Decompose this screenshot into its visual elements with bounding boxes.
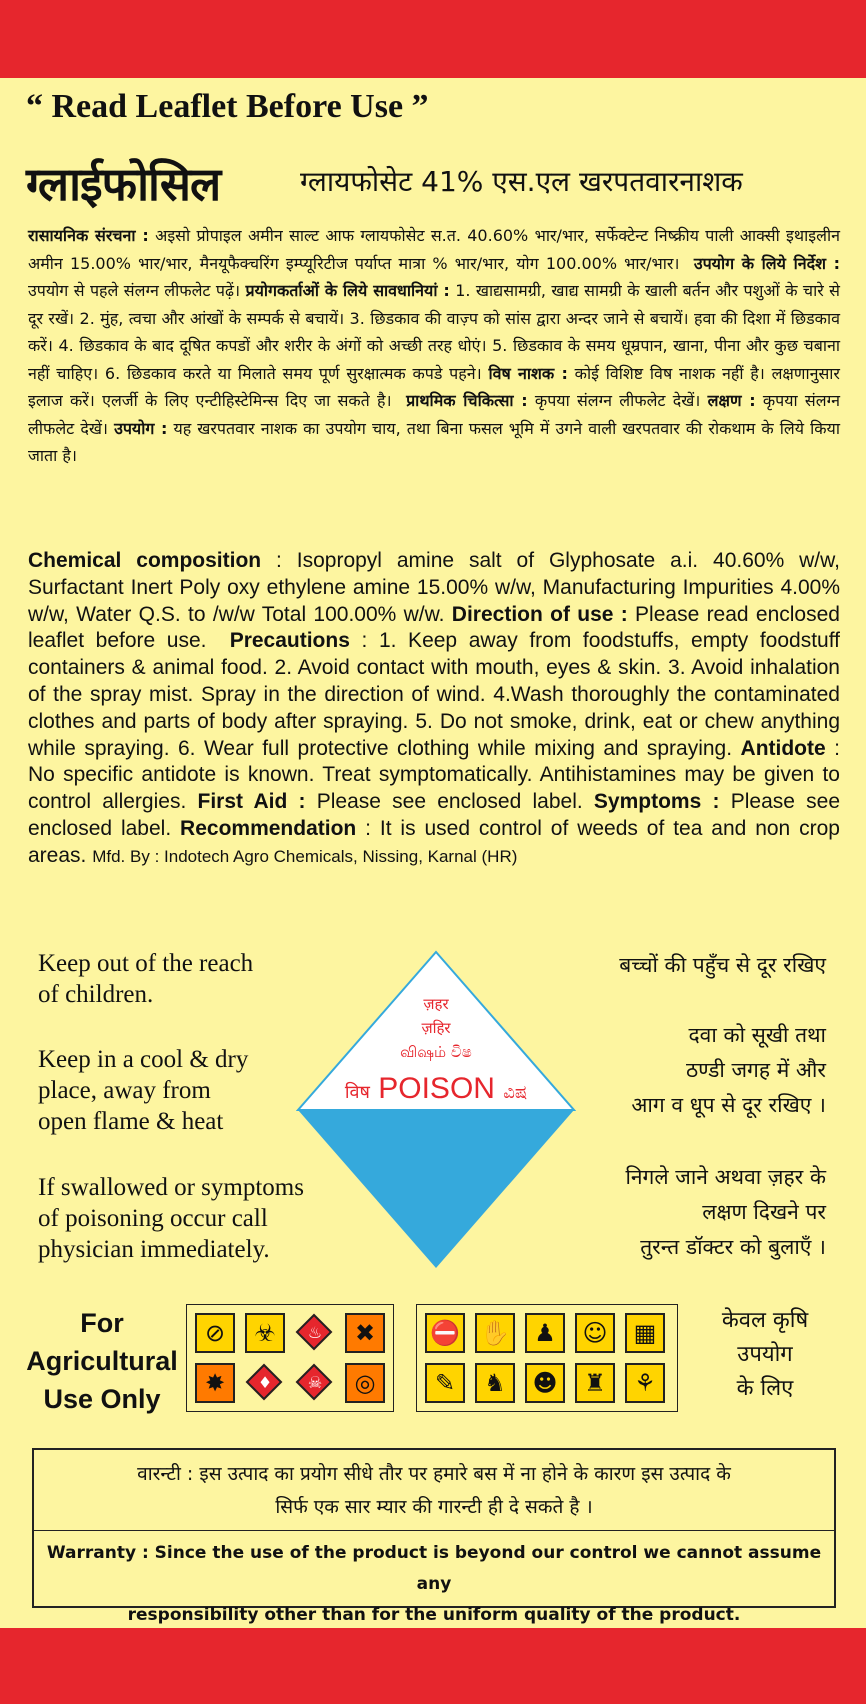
en-antidote-text: : No specific antidote is known. Treat symptomatically. Antihistamines may be given to control allergies. [28, 736, 840, 814]
hindi-symptoms-label: लक्षण : [707, 391, 756, 410]
warranty-en-line: Warranty : Since the use of the product is beyond our control we cannot assume any [46, 1543, 822, 1594]
care-hi-line: बच्चों की पहुँच से दूर रखिए [619, 953, 826, 977]
hindi-antidote-text: कोई विशिष्ट विष नाशक नहीं है। लक्षणानुसार इलाज करें। एलर्जी के लिए एन्टीहिस्टेमिन्स दिए जा सकते है। [28, 363, 840, 410]
boots-icon: ♟ [525, 1313, 565, 1353]
poison-hi-prefix: विष [344, 1082, 370, 1103]
bottom-red-band [0, 1628, 866, 1704]
care-en-line: of poisoning occur call [38, 1205, 268, 1232]
warranty-hindi [34, 1458, 834, 1524]
care-hi-line: ठण्डी जगह में और [685, 1058, 826, 1082]
warranty-box [32, 1448, 836, 1625]
wash-icon: ✋ [475, 1313, 515, 1353]
care-en-line: If swallowed or symptoms [38, 1174, 304, 1201]
en-composition-label: Chemical composition [28, 549, 262, 572]
hindi-composition-text: अइसो प्रोपाइल अमीन साल्ट आफ ग्लायफोसेट स.त. 40.60% भार/भार, सर्फेक्टेन्ट निष्क्रीय पाली आक्सी इथाइलीन अमीन 15.00% भार/भार, मैनयूफैक्चरिंग इम्प्यूरिटीज पर्याप्त मात्रा % भार/भार, योग 100.00% भार/भार। [28, 226, 840, 273]
warranty-hi-line: वारन्टी : इस उत्पाद का प्रयोग सीधे तौर पर हमारे बस में ना होने के कारण इस उत्पाद के [137, 1463, 731, 1485]
hindi-use-text: उपयोग से पहले संलग्न लीफलेट पढ़ें। [28, 281, 241, 300]
agri-use-en [22, 1304, 182, 1418]
read-leaflet-heading: “ Read Leaflet Before Use ” [26, 88, 429, 125]
oxidizing-icon: ◎ [345, 1363, 385, 1403]
irritant-icon: ⊘ [195, 1313, 235, 1353]
hindi-label-text [28, 222, 840, 470]
hindi-precautions-text: 1. खाद्यसामग्री, खाद्य सामग्री के खाली बर्तन और पशुओं के चारे से दूर रखें। 2. मुंह, त्वचा और आंखों के सम्पर्क से बचायें। 3. छिडकाव की वाज़्प को सांस द्वारा अन्दर जाने से बचायें। हवा की दिशा में छिडकाव करें। 4. छिडकाव के बाद दूषित कपडों और शरीर के अंगों को अच्छी तरह धोएं। 5. छिडकाव के समय धूम्रपान, खाना, पीना और कुछ चबाना नहीं चाहिए। 6. छिडकाव करते या मिलाते समय पूर्ण सुरक्षात्मक कपडे पहने। [28, 281, 840, 383]
do-not-eat-icon: ⛔ [425, 1313, 465, 1353]
care-en-line: physician immediately. [38, 1236, 270, 1263]
en-precautions-text: : 1. Keep away from foodstuffs, empty foodstuff containers & animal food. 2. Avoid contact with mouth, eyes & skin. 3. Avoid inhalation of the spray mist. Spray in the direction of wind. 4.Wash thoroughly the contaminated clothes and parts of body after spraying. 5. Do not smoke, drink, eat or chew anything while spraying. 6. Wear full protective clothing while mixing and spraying. [28, 629, 840, 760]
spray-icon: ✎ [425, 1363, 465, 1403]
warranty-english [34, 1538, 834, 1631]
hindi-symptoms-text: कृपया संलग्न लीफलेट देखें। [28, 391, 840, 438]
en-composition-text: : Isopropyl amine salt of Glyphosate a.i. 40.60% w/w, Surfactant Inert Poly oxy ethylene amine 15.00% w/w, Manufacturing Impurities 4.00% w/w, Water Q.S. to /w/w Total 100.00% w/w. [28, 549, 840, 626]
english-label-text [28, 548, 840, 871]
poison-word-3: விஷம் විෂ [400, 1043, 472, 1061]
en-precautions-label: Precautions [229, 629, 350, 653]
care-en-line: Keep out of the reach [38, 950, 254, 977]
harmful-icon: ✖ [345, 1313, 385, 1353]
hindi-antidote-label: विष नाशक : [488, 363, 568, 383]
hindi-firstaid-label: प्राथमिक चिकित्सा : [406, 391, 528, 410]
poison-suffix: ವಿಷ [503, 1082, 528, 1103]
hindi-composition-label: रासायनिक संरचना : [28, 226, 149, 245]
flammable-icon: ♨ [295, 1313, 335, 1353]
agri-hi-line: उपयोग [737, 1342, 793, 1367]
agri-en-line: For [80, 1308, 124, 1338]
manufacturer-line: Mfd. By : Indotech Agro Chemicals, Nissing, Karnal (HR) [92, 846, 518, 866]
poison-main-label [296, 1072, 576, 1106]
goggles-icon: ☻ [525, 1363, 565, 1403]
en-direction-label: Direction of use : [451, 602, 628, 626]
care-en-storage [38, 1044, 328, 1137]
poison-diamond-bottom [298, 1110, 574, 1268]
care-en-line: open flame & heat [38, 1108, 224, 1135]
apron-icon: ♜ [575, 1363, 615, 1403]
hindi-precautions-label: प्रयोगकर्ताओं के लिये सावधानियां : [245, 281, 450, 300]
poison-word: POISON [378, 1072, 495, 1105]
top-red-band [0, 0, 866, 78]
gloves-icon: ▦ [625, 1313, 665, 1353]
en-recommendation-label: Recommendation [180, 816, 357, 840]
en-antidote-label: Antidote [740, 736, 826, 760]
warranty-hi-line: सिर्फ एक सार म्यार की गारन्टी ही दे सकते है । [275, 1496, 593, 1518]
en-symptoms-text: Please see enclosed label. [28, 790, 841, 840]
overall-icon: ♞ [475, 1363, 515, 1403]
hindi-usage-label: उपयोग : [114, 418, 168, 438]
care-hi-line: तुरन्त डॉक्टर को बुलाएँ । [640, 1235, 826, 1259]
agri-hi-line: के लिए [736, 1376, 794, 1401]
explosive-icon: ✸ [195, 1363, 235, 1403]
agri-en-line: Use Only [43, 1384, 161, 1414]
en-symptoms-label: Symptoms : [593, 790, 720, 814]
agri-en-line: Agricultural [26, 1346, 178, 1376]
wind-icon: ⚘ [625, 1363, 665, 1403]
en-recommendation-text: : It is used control of weeds of tea and non crop areas. [28, 816, 840, 867]
brand-name-hindi: ग्लाईफोसिल [26, 157, 221, 211]
flame-icon: ♦ [245, 1363, 285, 1403]
hindi-firstaid-text: कृपया संलग्न लीफलेट देखें। [534, 391, 701, 410]
care-en-swallowed [38, 1172, 328, 1265]
poison-word-1: ज़हर [423, 995, 449, 1013]
hazard-symbols-box [186, 1304, 394, 1412]
agri-use-hi [680, 1304, 850, 1406]
hindi-usage-text: यह खरपतवार नाशक का उपयोग चाय, तथा बिना फसल भूमि में उगने वाली खरपतवार की रोकथाम के लिये किया जाता है। [28, 418, 840, 465]
en-direction-text: Please read enclosed leaflet before use. [28, 602, 840, 653]
toxic-icon: ☠ [295, 1363, 335, 1403]
agri-hi-line: केवल कृषि [721, 1308, 809, 1333]
warranty-divider [34, 1530, 834, 1531]
care-en-children [38, 948, 328, 1010]
corrosive-icon: ☣ [245, 1313, 285, 1353]
warranty-en-line: responsibility other than for the uniform quality of the product. [127, 1605, 741, 1625]
mask-icon: ☺ [575, 1313, 615, 1353]
care-hi-line: निगले जाने अथवा ज़हर के [625, 1165, 826, 1189]
ppe-symbols-box [416, 1304, 678, 1412]
care-hi-line: आग व धूप से दूर रखिए । [631, 1093, 826, 1117]
care-hi-line: दवा को सूखी तथा [688, 1023, 826, 1047]
care-en-line: Keep in a cool & dry [38, 1046, 249, 1073]
care-en-line: of children. [38, 981, 154, 1008]
en-firstaid-label: First Aid : [197, 790, 306, 814]
en-firstaid-text: Please see enclosed label. [316, 790, 583, 814]
poison-word-2: ज़हिर [421, 1019, 451, 1037]
hindi-use-label: उपयोग के लिये निर्देश : [693, 253, 840, 273]
care-en-line: place, away from [38, 1077, 211, 1104]
care-hi-line: लक्षण दिखने पर [702, 1200, 826, 1224]
product-subtitle-hindi: ग्लायफोसेट 41% एस.एल खरपतवारनाशक [300, 165, 743, 198]
